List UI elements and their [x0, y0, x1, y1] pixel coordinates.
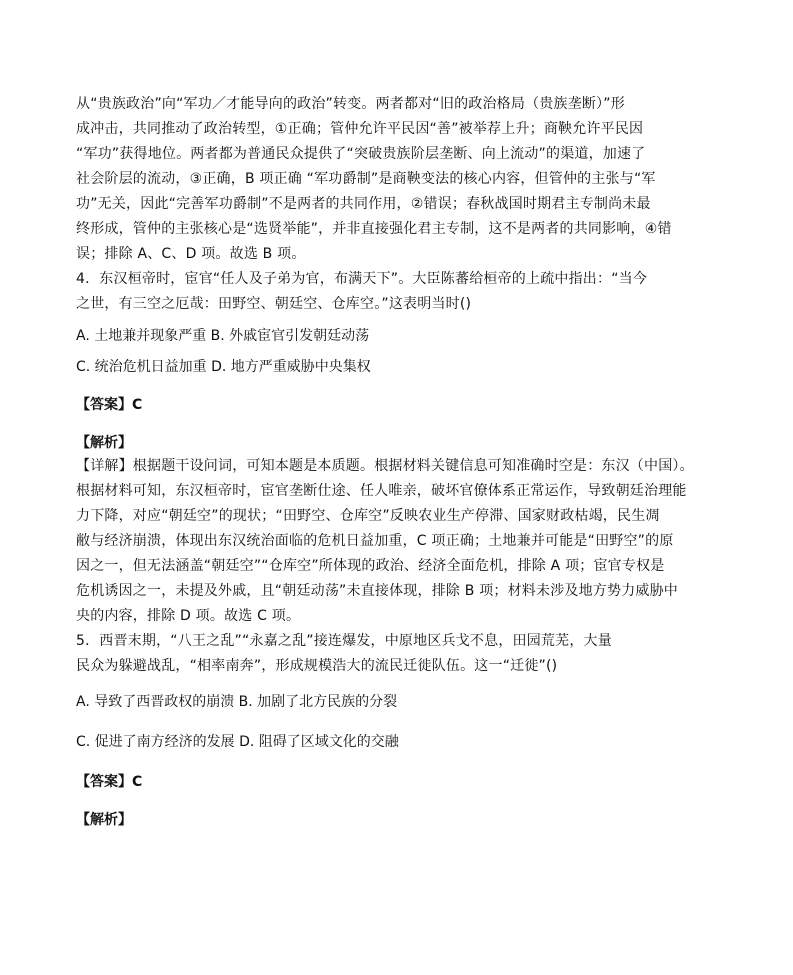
question-4-options — [76, 325, 696, 378]
question-5-options — [76, 691, 696, 753]
question-4-analysis-label: 【解析】 — [76, 435, 132, 451]
text-line: 误；排除 A、C、D 项。故选 B 项。 — [76, 246, 306, 262]
text-line: 因之一，但无法涵盖“朝廷空”“仓库空”所体现的政治、经济全面危机，排除 A 项；宦官专权是 — [76, 558, 665, 574]
text-line: 4．东汉桓帝时，宦官“任人及子弟为官，布满天下”。大臣陈蕃给桓帝的上疏中指出：“当今 — [76, 271, 648, 287]
text-line: 民众为躲避战乱，“相率南奔”，形成规模浩大的流民迁徙队伍。这一“迁徙”() — [76, 658, 558, 674]
question-5-answer: 【答案】C — [76, 774, 143, 790]
question-4-stem — [76, 267, 696, 317]
question-4-analysis — [76, 454, 696, 629]
option-row: C. 统治危机日益加重 D. 地方严重威胁中央集权 — [76, 359, 371, 375]
question-5-stem — [76, 629, 696, 679]
question-4-answer: 【答案】C — [76, 397, 143, 413]
option-row: A. 土地兼并现象严重 B. 外戚宦官引发朝廷动荡 — [76, 328, 370, 344]
text-line: 敝与经济崩溃，体现出东汉统治面临的危机日益加重，C 项正确；土地兼并可能是“田野空”的原 — [76, 533, 674, 549]
text-line: 终形成，管仲的主张核心是“选贤举能”，并非直接强化君主专制，这不是两者的共同影响，④错 — [76, 221, 672, 237]
option-row: A. 导致了西晋政权的崩溃 B. 加剧了北方民族的分裂 — [76, 694, 398, 710]
text-line: 5．西晋末期，“八王之乱”“永嘉之乱”接连爆发，中原地区兵戈不息，田园荒芜，大量 — [76, 633, 612, 649]
text-line: 成冲击，共同推动了政治转型，①正确；管仲允许平民因“善”被举荐上升；商鞅允许平民因 — [76, 121, 644, 137]
document-content — [76, 92, 696, 831]
text-line: 【详解】根据题干设问词，可知本题是本质题。根据材料关键信息可知准确时空是：东汉（中国）。 — [76, 458, 694, 474]
option-row: C. 促进了南方经济的发展 D. 阻碍了区域文化的交融 — [76, 734, 399, 750]
text-line: 功”无关，因此“完善军功爵制”不是两者的共同作用，②错误；春秋战国时期君主专制尚未最 — [76, 196, 651, 212]
text-line: 央的内容，排除 D 项。故选 C 项。 — [76, 608, 301, 624]
prev-explanation — [76, 92, 696, 267]
text-line: 社会阶层的流动，③正确，B 项正确 “军功爵制”是商鞅变法的核心内容，但管仲的主张与“军 — [76, 171, 656, 187]
question-5-analysis-label: 【解析】 — [76, 812, 132, 828]
text-line: 力下降，对应“朝廷空”的现状；“田野空、仓库空”反映农业生产停滞、国家财政枯竭，民生凋 — [76, 508, 660, 524]
text-line: “军功”获得地位。两者都为普通民众提供了“突破贵族阶层垄断、向上流动”的渠道，加速了 — [76, 146, 646, 162]
text-line: 从“贵族政治”向“军功／才能导向的政治”转变。两者都对“旧的政治格局（贵族垄断）”形 — [76, 96, 625, 112]
text-line: 之世，有三空之厄哉：田野空、朝廷空、仓库空。”这表明当时() — [76, 296, 472, 312]
text-line: 危机诱因之一，未提及外戚，且“朝廷动荡”未直接体现，排除 B 项；材料未涉及地方势力威胁中 — [76, 583, 679, 599]
text-line: 根据材料可知，东汉桓帝时，宦官垄断仕途、任人唯亲，破坏官僚体系正常运作，导致朝廷治理能 — [76, 483, 687, 499]
